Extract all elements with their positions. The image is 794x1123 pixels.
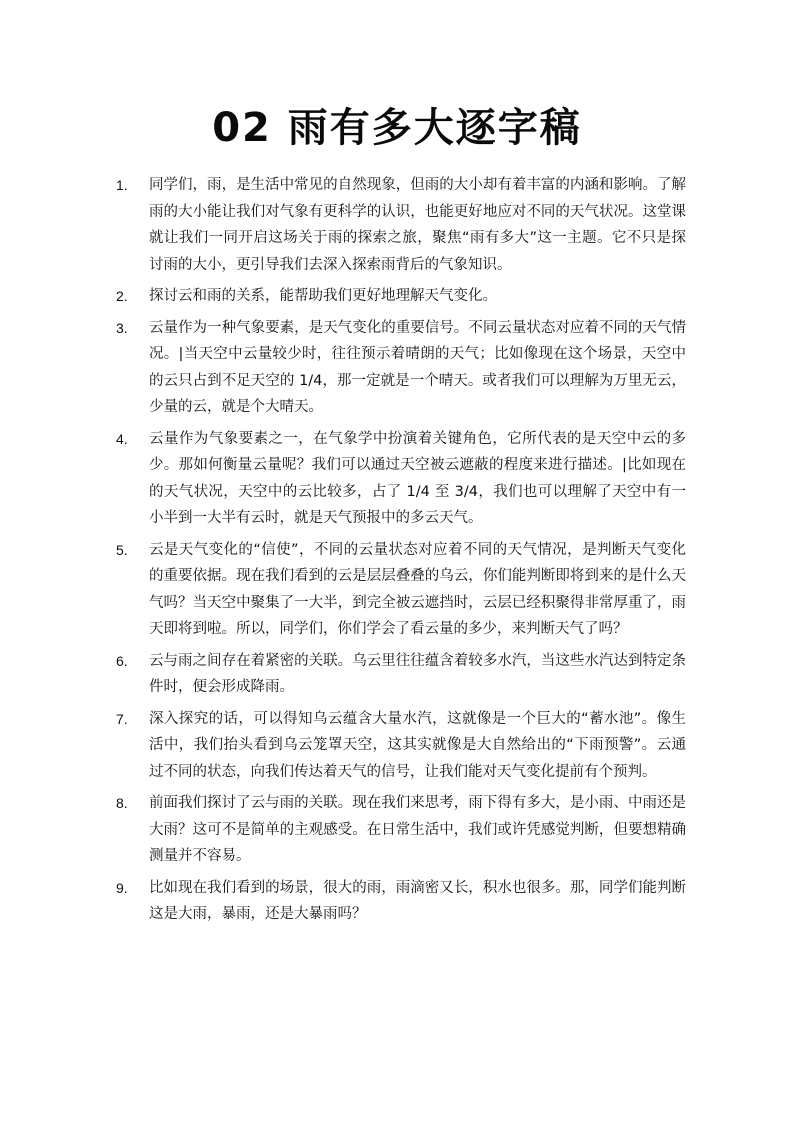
transcript-list [116,172,686,933]
item-text: 云量作为气象要素之一，在气象学中扮演着关键角色，它所代表的是天空中云的多少。那如何衡量云量呢？我们可以通过天空被云遮蔽的程度来进行描述。|比如现在的天气状况，天空中的云比较多，占了 1/4 至 3/4，我们也可以理解了天空中有一小半到一大半有云时，就是天气预报中的多云天气。 [149,430,686,526]
item-text: 前面我们探讨了云与雨的关联。现在我们来思考，雨下得有多大，是小雨、中雨还是大雨？这可不是简单的主观感受。在日常生活中，我们或许凭感觉判断，但要想精确测量并不容易。 [149,795,686,864]
item-number: 9. [116,879,128,896]
item-text: 云是天气变化的“信使”，不同的云量状态对应着不同的天气情况，是判断天气变化的重要依据。现在我们看到的云是层层叠叠的乌云，你们能判断即将到来的是什么天气吗？当天空中聚集了一大半，到完全被云遮挡时，云层已经积聚得非常厚重了，雨天即将到啦。所以，同学们，你们学会了看云量的多少，来判断天气了吗？ [149,541,686,637]
item-number: 3. [116,319,128,336]
item-number: 8. [116,795,128,811]
item-number: 7. [116,710,128,727]
item-number: 6. [116,652,128,669]
item-number: 1. [116,177,128,193]
item-text: 比如现在我们看到的场景，很大的雨，雨滴密又长，积水也很多。那，同学们能判断这是大雨，暴雨，还是大暴雨吗？ [149,879,686,922]
list-item [116,648,686,701]
list-item [116,790,686,870]
item-number: 5. [116,541,128,558]
item-text: 同学们，雨，是生活中常见的自然现象，但雨的大小却有着丰富的内涵和影响。了解雨的大小能让我们对气象有更科学的认识，也能更好地应对不同的天气状况。这堂课就让我们一同开启这场关于雨的探索之旅，聚焦“雨有多大”这一主题。它不只是探讨雨的大小，更引导我们去深入探索雨背后的气象知识。 [149,177,686,273]
item-text: 云与雨之间存在着紧密的关联。乌云里往往蕴含着较多水汽，当这些水汽达到特定条件时，便会形成降雨。 [149,652,686,695]
item-text: 探讨云和雨的关系，能帮助我们更好地理解天气变化。 [149,288,497,304]
list-item [116,706,686,786]
item-text: 深入探究的话，可以得知乌云蕴含大量水汽，这就像是一个巨大的“蓄水池”。像生活中，我们抬头看到乌云笼罩天空，这其实就像是大自然给出的“下雨预警”。云通过不同的状态，向我们传达着天气的信号，让我们能对天气变化提前有个预判。 [149,710,686,780]
item-text: 云量作为一种气象要素，是天气变化的重要信号。不同云量状态对应着不同的天气情况。|当天空中云量较少时，往往预示着晴朗的天气；比如像现在这个场景，天空中的云只占到不足天空的 1/4，那一定就是一个晴天。或者我们可以理解为万里无云，少量的云，就是个大晴天。 [149,319,686,415]
list-item [116,315,686,421]
item-number: 4. [116,430,128,447]
page-title: 02 雨有多大逐字稿 [212,105,582,151]
item-number: 2. [116,288,128,304]
list-item [116,537,686,643]
list-item [116,426,686,532]
list-item [116,875,686,928]
list-item [116,283,686,310]
list-item [116,172,686,278]
